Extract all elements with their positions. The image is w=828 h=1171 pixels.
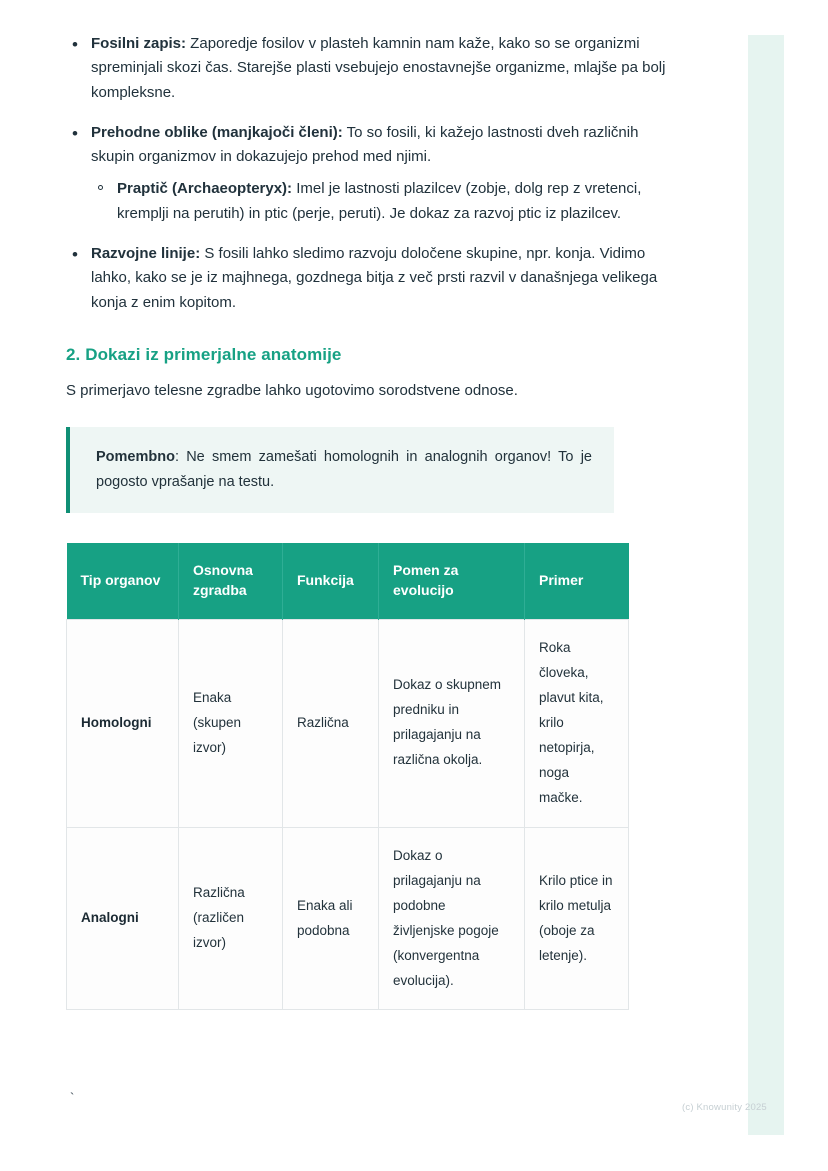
document-content: [66, 32, 666, 1010]
stray-backtick: `: [70, 1090, 75, 1105]
list-item: [66, 121, 666, 226]
table-body: [67, 619, 629, 1010]
cell-structure: Enaka (skupen izvor): [179, 619, 283, 827]
sub-list-item: [91, 177, 666, 226]
fossil-evidence-list: [66, 32, 666, 315]
callout-text: [96, 445, 592, 495]
callout-lead: Pomembno: [96, 449, 175, 466]
cell-example: Roka človeka, plavut kita, krilo netopirja, noga mačke.: [525, 619, 629, 827]
list-item-text: S fosili lahko sledimo razvoju določene skupine, npr. konja. Vidimo lahko, kako se je iz majhnega, gozdnega bitja z več prsti razvil v današnjega velikega konja z enim kopitom.: [91, 245, 658, 311]
cell-function: Enaka ali podobna: [283, 827, 379, 1010]
table-header-cell-meaning: Pomen za evolucijo: [379, 543, 525, 619]
sub-list-item-lead: Praptič (Archaeopteryx):: [117, 180, 293, 198]
list-item: [66, 32, 666, 105]
list-item-lead: Fosilni zapis:: [91, 35, 187, 52]
table-row: [67, 827, 629, 1010]
table-header-cell-function: Funkcija: [283, 543, 379, 619]
important-callout: [66, 427, 614, 513]
copyright-notice: (c) Knowunity 2025: [682, 1102, 767, 1113]
cell-example: Krilo ptice in krilo metulja (oboje za letenje).: [525, 827, 629, 1010]
list-item: [66, 242, 666, 315]
organ-comparison-table: [66, 543, 629, 1010]
cell-structure: Različna (različen izvor): [179, 827, 283, 1010]
list-item-lead: Prehodne oblike (manjkajoči členi):: [91, 123, 343, 141]
sub-list-item-text: Imel je lastnosti plazilcev (zobje, dolg rep z vretenci, kremplji na perutih) in ptic (perje, peruti). Je dokaz za razvoj ptic iz plazilcev.: [117, 180, 642, 222]
section-intro-paragraph: S primerjavo telesne zgradbe lahko ugotovimo sorodstvene odnose.: [66, 381, 518, 399]
table-row: [67, 619, 629, 827]
cell-function: Različna: [283, 619, 379, 827]
table-header: [67, 543, 629, 619]
right-margin-strip: [748, 35, 784, 1135]
list-item-lead: Razvojne linije:: [91, 245, 201, 263]
cell-type: Analogni: [67, 827, 179, 1010]
table-header-cell-structure: Osnovna zgradba: [179, 543, 283, 619]
section-heading: 2. Dokazi iz primerjalne anatomije: [66, 344, 342, 364]
table-header-cell-type: Tip organov: [67, 543, 179, 619]
cell-meaning: Dokaz o skupnem predniku in prilagajanju na različna okolja.: [379, 619, 525, 827]
callout-body: : Ne smem zamešati homolognih in analognih organov! To je pogosto vprašanje na testu.: [96, 449, 592, 491]
table-header-row: [67, 543, 629, 619]
cell-meaning: Dokaz o prilagajanju na podobne življenjske pogoje (konvergentna evolucija).: [379, 827, 525, 1010]
sub-list: [91, 177, 666, 226]
list-item-text: To so fosili, ki kažejo lastnosti dveh različnih skupin organizmov in dokazujejo prehod med njimi.: [91, 123, 639, 166]
list-item-text: Zaporedje fosilov v plasteh kamnin nam kaže, kako so se organizmi spreminjali skozi čas. Starejše plasti vsebujejo enostavnejše organizme, mlajše pa bolj kompleksne.: [91, 35, 666, 101]
cell-type: Homologni: [67, 619, 179, 827]
table-header-cell-example: Primer: [525, 543, 629, 619]
